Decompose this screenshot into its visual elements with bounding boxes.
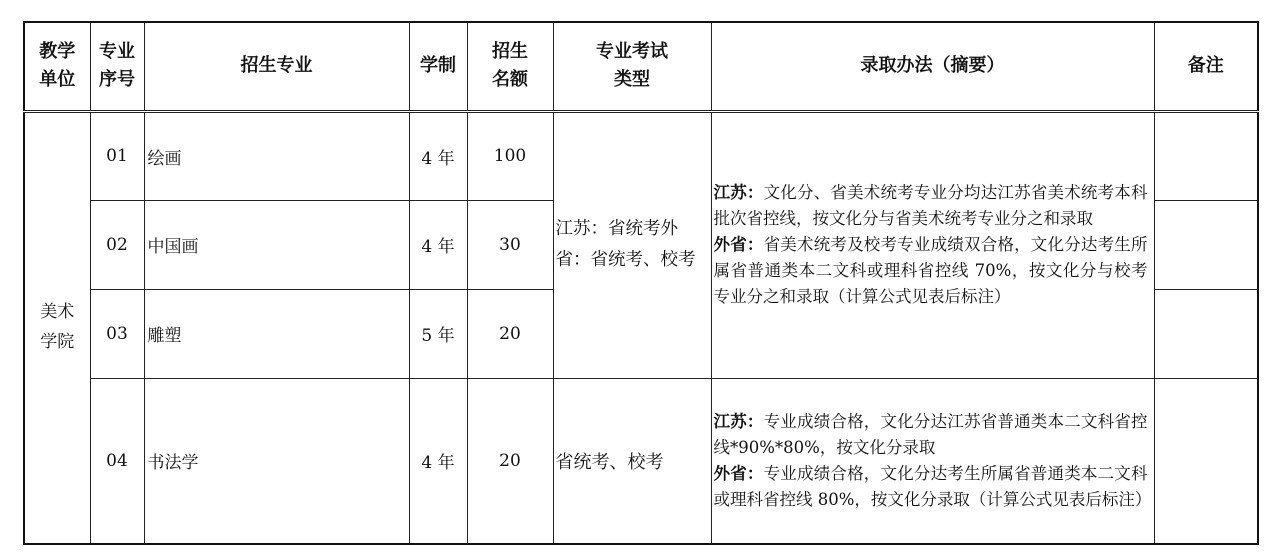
admission-jiangsu-group-a — [714, 180, 1148, 232]
jiangsu-label: 江苏： — [713, 182, 764, 202]
admission-cell-group-a — [711, 111, 1154, 378]
seq-cell: 04 — [90, 378, 144, 544]
admission-other-group-b — [713, 461, 1152, 513]
admission-table — [23, 21, 1259, 545]
jiangsu-label: 江苏： — [713, 411, 764, 431]
seq-cell: 02 — [90, 200, 144, 289]
remarks-cell — [1154, 378, 1258, 544]
header-admission: 录取办法（摘要） — [711, 22, 1154, 111]
other-text: 专业成绩合格，文化分达考生所属省普通类本二文科或理科省控线 80%，按文化分录取（计算公式见表后标注） — [713, 463, 1152, 509]
admission-other-group-a — [714, 232, 1148, 310]
header-unit — [24, 22, 90, 111]
major-cell: 雕塑 — [144, 289, 409, 378]
seq-cell: 01 — [90, 111, 144, 200]
quota-cell: 20 — [467, 289, 553, 378]
admission-table-container — [23, 21, 1259, 545]
header-major: 招生专业 — [144, 22, 409, 111]
admission-jiangsu-group-b — [714, 409, 1148, 461]
header-seq-text: 专业序号 — [98, 41, 135, 91]
header-remarks: 备注 — [1154, 22, 1258, 111]
table-row — [24, 111, 1258, 200]
other-label: 外省： — [713, 234, 764, 254]
unit-cell — [24, 111, 90, 544]
major-cell: 中国画 — [144, 200, 409, 289]
header-exam-type — [553, 22, 711, 111]
unit-name: 美术学院 — [40, 302, 75, 352]
quota-cell: 20 — [467, 378, 553, 544]
remarks-cell — [1154, 289, 1258, 378]
jiangsu-text: 文化分、省美术统考专业分均达江苏省美术统考本科批次省控线，按文化分与省美术统考专业分之和录取 — [713, 182, 1148, 228]
seq-cell: 03 — [90, 289, 144, 378]
duration-cell: 4 年 — [409, 111, 467, 200]
major-cell: 书法学 — [144, 378, 409, 544]
quota-cell: 100 — [467, 111, 553, 200]
duration-cell: 5 年 — [409, 289, 467, 378]
remarks-cell — [1154, 111, 1258, 200]
header-exam-type-text: 专业考试类型 — [596, 41, 668, 91]
table-row — [24, 378, 1258, 544]
admission-cell-group-b — [711, 378, 1154, 544]
other-text: 省美术统考及校考专业成绩双合格，文化分达考生所属省普通类本二文科或理科省控线 70%，按文化分与校考专业分之和录取（计算公式见表后标注） — [713, 234, 1148, 307]
header-row — [24, 22, 1258, 111]
jiangsu-text: 专业成绩合格，文化分达江苏省普通类本二文科省控线*90%*80%，按文化分录取 — [713, 411, 1148, 457]
header-seq — [90, 22, 144, 111]
duration-cell: 4 年 — [409, 200, 467, 289]
duration-cell: 4 年 — [409, 378, 467, 544]
quota-cell: 30 — [467, 200, 553, 289]
header-quota-text: 招生名额 — [491, 41, 528, 91]
major-cell: 绘画 — [144, 111, 409, 200]
header-unit-text: 教学单位 — [39, 41, 76, 91]
header-duration: 学制 — [409, 22, 467, 111]
other-label: 外省： — [713, 463, 764, 483]
header-quota — [467, 22, 553, 111]
exam-type-cell-group-a — [553, 111, 711, 378]
exam-type-text-group-a: 江苏：省统考外省：省统考、校考 — [555, 219, 696, 270]
exam-type-cell-group-b: 省统考、校考 — [553, 378, 711, 544]
remarks-cell — [1154, 200, 1258, 289]
